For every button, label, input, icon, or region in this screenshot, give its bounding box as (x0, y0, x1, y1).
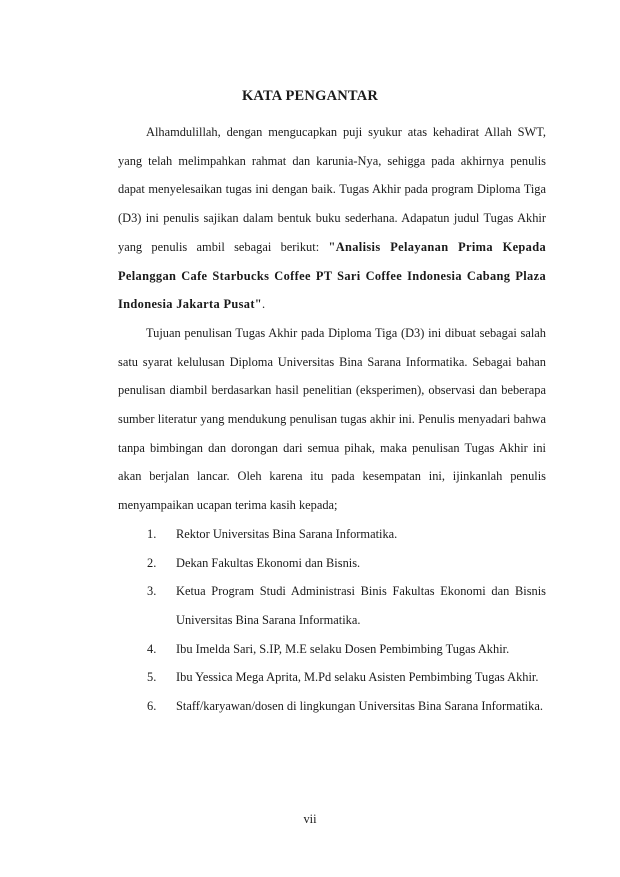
list-item-number: 6. (147, 699, 157, 714)
list-item-text: Rektor Universitas Bina Sarana Informatika. (176, 526, 398, 541)
list-item (118, 635, 546, 664)
intro-text-end: . (262, 297, 266, 312)
list-item-number: 3. (147, 584, 157, 599)
list-item (118, 520, 546, 549)
acknowledgement-list (118, 520, 546, 721)
list-item-text: Ketua Program Studi Administrasi Binis Fakultas Ekonomi dan Bisnis Universitas Bina Sarana Informatika. (176, 584, 546, 627)
list-item (118, 549, 546, 578)
purpose-paragraph: Tujuan penulisan Tugas Akhir pada Diploma Tiga (D3) ini dibuat sebagai salah satu syarat kelulusan Diploma Universitas Bina Sarana Informatika. Sebagai bahan penulisan diambil berdasarkan hasil penelitian (eksperimen), observasi dan beberapa sumber literatur yang mendukung penulisan tugas akhir ini. Penulis menyadari bahwa tanpa bimbingan dan dorongan dari semua pihak, maka penulisan Tugas Akhir ini akan berjalan lancar. Oleh karena itu pada kesempatan ini, ijinkanlah penulis menyampaikan ucapan terima kasih kepada; (118, 325, 546, 513)
thesis-title: "Analisis Pelayanan Prima Kepada Pelanggan Cafe Starbucks Coffee PT Sari Coffee Indonesia Cabang Plaza Indonesia Jakarta Pusat" (118, 239, 546, 312)
list-item-text: Dekan Fakultas Ekonomi dan Bisnis. (176, 555, 361, 570)
list-item-text: Ibu Yessica Mega Aprita, M.Pd selaku Asisten Pembimbing Tugas Akhir. (176, 670, 539, 685)
list-item-number: 5. (147, 670, 157, 685)
list-item-number: 1. (147, 526, 157, 541)
list-item-number: 2. (147, 555, 157, 570)
list-item (118, 663, 546, 692)
list-item-text: Ibu Imelda Sari, S.IP, M.E selaku Dosen Pembimbing Tugas Akhir. (176, 641, 510, 656)
page-title: KATA PENGANTAR (241, 88, 379, 104)
list-item-text: Staff/karyawan/dosen di lingkungan Universitas Bina Sarana Informatika. (176, 699, 543, 714)
intro-text: Alhamdulillah, dengan mengucapkan puji syukur atas kehadirat Allah SWT, yang telah melimpahkan rahmat dan karunia-Nya, sehigga pada akhirnya penulis dapat menyelesaikan tugas ini dengan baik. Tugas Akhir pada program Diploma Tiga (D3) ini penulis sajikan dalam bentuk buku sederhana. Adapatun judul Tugas Akhir yang penulis ambil sebagai berikut: (118, 125, 546, 254)
list-item (118, 577, 546, 634)
document-body (118, 118, 546, 721)
intro-paragraph (118, 118, 546, 319)
list-item (118, 692, 546, 721)
list-item-number: 4. (147, 641, 157, 656)
page-number: vii (303, 812, 317, 826)
